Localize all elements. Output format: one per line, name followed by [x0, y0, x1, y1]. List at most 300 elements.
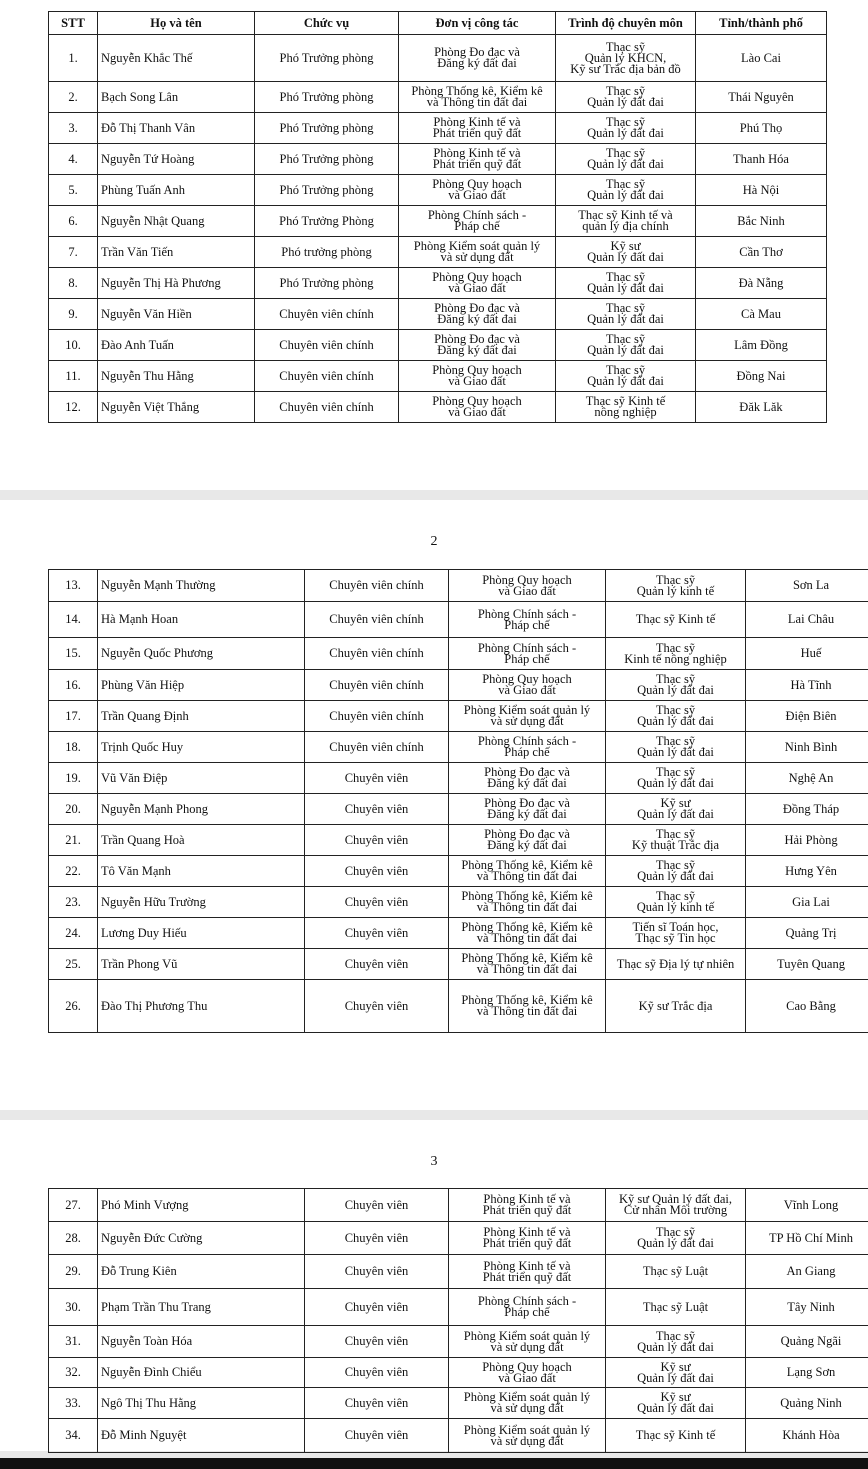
cell-position: Chuyên viên — [305, 794, 449, 825]
table-row — [49, 763, 868, 794]
cell-province: Ninh Bình — [746, 732, 868, 763]
cell-qualification-line: Quản lý đất đai — [637, 1401, 714, 1415]
table-row — [49, 35, 827, 82]
cell-stt: 18. — [49, 732, 98, 763]
cell-work-unit — [399, 144, 556, 175]
cell-full-name: Nguyễn Thu Hằng — [98, 361, 255, 392]
cell-province: Quảng Ngãi — [746, 1326, 868, 1358]
cell-work-unit-line: Phòng Đo đạc và — [434, 332, 520, 346]
cell-stt: 27. — [49, 1189, 98, 1222]
cell-qualification-line: Thạc sỹ — [605, 332, 646, 346]
cell-province: Tuyên Quang — [746, 949, 868, 980]
cell-qualification-line: Quản lý đất đai — [587, 374, 664, 388]
cell-full-name: Bạch Song Lân — [98, 82, 255, 113]
cell-qualification-line: Thạc sỹ — [655, 640, 696, 655]
cell-qualification — [556, 82, 696, 113]
cell-qualification — [606, 1358, 746, 1388]
cell-stt: 22. — [49, 856, 98, 887]
cell-full-name: Nguyễn Nhật Quang — [98, 206, 255, 237]
cell-work-unit — [449, 1222, 606, 1255]
cell-work-unit-line: và Giao đất — [498, 683, 556, 697]
table-row — [49, 918, 868, 949]
cell-province: An Giang — [746, 1255, 868, 1289]
cell-qualification — [606, 763, 746, 794]
table-row — [49, 1289, 868, 1326]
cell-qualification-line: Thạc sỹ — [655, 572, 696, 587]
cell-work-unit-line: và Thông tin đất đai — [476, 900, 578, 914]
table-row — [49, 825, 868, 856]
cell-province: Cà Mau — [696, 299, 827, 330]
cell-full-name: Nguyễn Thị Hà Phương — [98, 268, 255, 299]
cell-qualification-line: Kỹ sư Quản lý đất đai, — [618, 1192, 732, 1206]
cell-work-unit-line: Phát triển quỹ đất — [482, 1203, 572, 1217]
cell-work-unit-line: Phòng Kinh tế và — [433, 115, 521, 129]
cell-stt: 17. — [49, 701, 98, 732]
cell-qualification-line: Kinh tế nông nghiệp — [624, 651, 727, 666]
cell-qualification-line: Quản lý kinh tế — [636, 900, 715, 914]
cell-position: Chuyên viên — [305, 856, 449, 887]
cell-full-name: Tô Văn Mạnh — [98, 856, 305, 887]
cell-work-unit-line: và Giao đất — [448, 374, 506, 388]
cell-position: Phó Trưởng phòng — [255, 268, 399, 299]
cell-qualification-line: Quản lý kinh tế — [636, 583, 715, 598]
cell-position: Chuyên viên — [305, 1255, 449, 1289]
header-work-unit: Đơn vị công tác — [399, 12, 556, 35]
cell-stt: 11. — [49, 361, 98, 392]
cell-qualification — [606, 1388, 746, 1419]
cell-qualification-line: Thạc sỹ — [605, 177, 646, 191]
cell-position: Phó Trưởng phòng — [255, 113, 399, 144]
cell-full-name: Đào Thị Phương Thu — [98, 980, 305, 1033]
cell-work-unit-line: và sử dụng đất — [490, 1339, 564, 1354]
cell-qualification — [606, 980, 746, 1033]
cell-work-unit-line: và sử dụng đất — [490, 1401, 564, 1415]
cell-qualification-line: Quản lý đất đai — [637, 869, 714, 883]
cell-full-name: Ngô Thị Thu Hằng — [98, 1388, 305, 1419]
cell-qualification — [606, 638, 746, 670]
cell-position: Chuyên viên chính — [305, 638, 449, 670]
cell-work-unit-line: và Giao đất — [498, 1370, 556, 1385]
cell-work-unit-line: Phát triển quỹ đất — [482, 1269, 572, 1284]
cell-qualification-line: Thạc sỹ — [605, 270, 646, 284]
cell-qualification-line: Quản lý đất đai — [637, 1370, 714, 1385]
cell-qualification-line: Kỹ sư Trắc địa — [638, 998, 713, 1013]
cell-work-unit — [399, 206, 556, 237]
cell-work-unit — [449, 670, 606, 701]
cell-full-name: Trịnh Quốc Huy — [98, 732, 305, 763]
cell-qualification — [556, 361, 696, 392]
cell-work-unit-line: và sử dụng đất — [490, 714, 564, 728]
cell-position: Phó Trưởng phòng — [255, 175, 399, 206]
cell-work-unit-line: và Giao đất — [498, 583, 556, 598]
cell-stt: 13. — [49, 570, 98, 602]
table-row — [49, 361, 827, 392]
cell-position: Chuyên viên — [305, 1189, 449, 1222]
header-qualification: Trình độ chuyên môn — [556, 12, 696, 35]
cell-province: Thái Nguyên — [696, 82, 827, 113]
table-row — [49, 1358, 868, 1388]
page-number: 2 — [430, 534, 438, 549]
cell-qualification-line: Thạc sỹ — [655, 1225, 696, 1239]
cell-work-unit — [449, 570, 606, 602]
cell-full-name: Phạm Trần Thu Trang — [98, 1289, 305, 1326]
cell-full-name: Nguyễn Khắc Thế — [98, 35, 255, 82]
table-row — [49, 330, 827, 361]
cell-province: Cần Thơ — [696, 237, 827, 268]
cell-province: Hưng Yên — [746, 856, 868, 887]
cell-qualification — [606, 949, 746, 980]
cell-position: Chuyên viên — [305, 949, 449, 980]
cell-qualification-line: Thạc sỹ Kinh tế và — [578, 208, 673, 222]
cell-work-unit-line: và Giao đất — [448, 405, 506, 419]
cell-qualification — [606, 701, 746, 732]
cell-full-name: Đỗ Minh Nguyệt — [98, 1419, 305, 1453]
cell-work-unit-line: Phòng Kinh tế và — [483, 1192, 571, 1206]
cell-qualification-line: Quản lý đất đai — [587, 281, 664, 295]
cell-qualification-line: Quản lý đất đai — [637, 683, 714, 697]
cell-work-unit-line: Phòng Kiểm soát quản lý — [413, 239, 541, 253]
cell-stt: 1. — [49, 35, 98, 82]
cell-position: Chuyên viên — [305, 1388, 449, 1419]
cell-qualification-line: Kỹ sư — [660, 1359, 691, 1374]
cell-qualification — [606, 670, 746, 701]
cell-full-name: Đỗ Trung Kiên — [98, 1255, 305, 1289]
cell-province: Thanh Hóa — [696, 144, 827, 175]
cell-qualification-line: Thạc sỹ Kinh tế — [635, 612, 716, 626]
cell-qualification-line: Quản lý đất đai — [637, 1236, 714, 1250]
cell-full-name: Hà Mạnh Hoan — [98, 602, 305, 638]
cell-qualification — [606, 570, 746, 602]
cell-full-name: Nguyễn Việt Thắng — [98, 392, 255, 423]
cell-province: Đăk Lăk — [696, 392, 827, 423]
cell-work-unit — [449, 794, 606, 825]
cell-province: TP Hồ Chí Minh — [746, 1222, 868, 1255]
cell-position: Phó Trưởng Phòng — [255, 206, 399, 237]
cell-qualification — [556, 35, 696, 82]
cell-position: Chuyên viên chính — [305, 570, 449, 602]
cell-work-unit — [449, 1326, 606, 1358]
cell-work-unit-line: Phòng Chính sách - — [427, 208, 527, 222]
cell-work-unit-line: Phòng Kiểm soát quản lý — [463, 1328, 591, 1343]
cell-work-unit-line: Phòng Chính sách - — [477, 734, 577, 748]
cell-province: Hải Phòng — [746, 825, 868, 856]
cell-province: Quảng Trị — [746, 918, 868, 949]
cell-work-unit — [399, 392, 556, 423]
page-number: 3 — [430, 1154, 438, 1169]
table-row — [49, 670, 868, 701]
personnel-table-1 — [48, 11, 827, 423]
cell-province: Điện Biên — [746, 701, 868, 732]
cell-qualification — [606, 825, 746, 856]
cell-work-unit-line: và Thông tin đất đai — [476, 869, 578, 883]
cell-work-unit — [449, 602, 606, 638]
cell-qualification — [606, 602, 746, 638]
cell-work-unit — [449, 1388, 606, 1419]
cell-work-unit-line: Phòng Kiểm soát quản lý — [463, 703, 591, 717]
cell-full-name: Nguyễn Đình Chiểu — [98, 1358, 305, 1388]
cell-work-unit — [399, 82, 556, 113]
cell-position: Phó Trưởng phòng — [255, 35, 399, 82]
cell-stt: 5. — [49, 175, 98, 206]
cell-qualification-line: quản lý địa chính — [582, 219, 669, 233]
header-position: Chức vụ — [255, 12, 399, 35]
cell-position: Chuyên viên — [305, 918, 449, 949]
cell-position: Chuyên viên — [305, 1358, 449, 1388]
cell-stt: 16. — [49, 670, 98, 701]
cell-full-name: Trần Quang Định — [98, 701, 305, 732]
cell-work-unit — [449, 732, 606, 763]
cell-work-unit-line: Phòng Kinh tế và — [433, 146, 521, 160]
cell-qualification-line: Thạc sỹ Luật — [642, 1264, 709, 1278]
cell-qualification-line: Kỹ sư — [610, 239, 641, 253]
cell-work-unit-line: Phòng Thống kê, Kiểm kê — [411, 84, 543, 98]
table-row — [49, 570, 868, 602]
cell-work-unit-line: Phòng Chính sách - — [477, 640, 577, 655]
cell-work-unit-line: Phòng Đo đạc và — [484, 827, 570, 841]
cell-stt: 7. — [49, 237, 98, 268]
cell-stt: 19. — [49, 763, 98, 794]
cell-work-unit — [399, 299, 556, 330]
cell-stt: 23. — [49, 887, 98, 918]
personnel-table-3 — [48, 1188, 868, 1453]
cell-work-unit-line: Đăng ký đất đai — [487, 807, 567, 821]
cell-work-unit — [399, 35, 556, 82]
cell-qualification-line: Quản lý đất đai — [637, 776, 714, 790]
cell-qualification-line: Thạc sỹ — [655, 1328, 696, 1343]
cell-qualification — [606, 856, 746, 887]
cell-full-name: Nguyễn Hữu Trường — [98, 887, 305, 918]
cell-stt: 33. — [49, 1388, 98, 1419]
cell-qualification — [556, 392, 696, 423]
table-row — [49, 638, 868, 670]
table-row — [49, 1388, 868, 1419]
header-stt: STT — [49, 12, 98, 35]
cell-full-name: Nguyễn Tứ Hoàng — [98, 144, 255, 175]
cell-qualification — [606, 1289, 746, 1326]
cell-province: Hà Tĩnh — [746, 670, 868, 701]
cell-full-name: Phùng Tuấn Anh — [98, 175, 255, 206]
cell-work-unit-line: và sử dụng đất — [490, 1433, 564, 1448]
cell-full-name: Đỗ Thị Thanh Vân — [98, 113, 255, 144]
table-row — [49, 602, 868, 638]
cell-stt: 29. — [49, 1255, 98, 1289]
cell-province: Quảng Ninh — [746, 1388, 868, 1419]
cell-qualification — [556, 113, 696, 144]
cell-province: Lào Cai — [696, 35, 827, 82]
cell-position: Chuyên viên — [305, 1419, 449, 1453]
cell-position: Chuyên viên chính — [255, 392, 399, 423]
cell-work-unit-line: Phòng Kinh tế và — [483, 1258, 571, 1273]
cell-position: Chuyên viên chính — [305, 670, 449, 701]
cell-province: Khánh Hòa — [746, 1419, 868, 1453]
cell-qualification-line: Quản lý KHCN, — [584, 50, 667, 65]
cell-full-name: Nguyễn Mạnh Phong — [98, 794, 305, 825]
cell-work-unit-line: Phòng Kiểm soát quản lý — [463, 1390, 591, 1404]
cell-work-unit-line: Phòng Kiểm soát quản lý — [463, 1422, 591, 1437]
table-row — [49, 1419, 868, 1453]
cell-qualification — [556, 330, 696, 361]
cell-qualification-line: Quản lý đất đai — [587, 126, 664, 140]
table-row — [49, 732, 868, 763]
cell-province: Đồng Nai — [696, 361, 827, 392]
cell-position: Chuyên viên — [305, 763, 449, 794]
cell-full-name: Nguyễn Toàn Hóa — [98, 1326, 305, 1358]
cell-province: Nghệ An — [746, 763, 868, 794]
cell-qualification-line: Kỹ thuật Trắc địa — [631, 838, 720, 852]
cell-qualification-line: Thạc sỹ Tin học — [635, 931, 716, 945]
cell-work-unit-line: và Thông tin đất đai — [476, 1004, 578, 1018]
cell-work-unit — [449, 825, 606, 856]
cell-work-unit-line: Phòng Đo đạc và — [434, 301, 520, 315]
cell-stt: 12. — [49, 392, 98, 423]
cell-work-unit-line: và sử dụng đất — [440, 250, 514, 264]
cell-work-unit — [399, 330, 556, 361]
cell-qualification-line: Quản lý đất đai — [587, 250, 664, 264]
cell-qualification — [606, 1255, 746, 1289]
cell-work-unit — [399, 268, 556, 299]
cell-qualification-line: Thạc sỹ — [655, 765, 696, 779]
cell-work-unit-line: và Thông tin đất đai — [426, 95, 528, 109]
page-sheet-2 — [0, 500, 868, 1110]
cell-qualification — [556, 268, 696, 299]
cell-province: Đà Nẵng — [696, 268, 827, 299]
cell-qualification — [556, 237, 696, 268]
table-row — [49, 887, 868, 918]
cell-stt: 30. — [49, 1289, 98, 1326]
cell-stt: 20. — [49, 794, 98, 825]
cell-stt: 15. — [49, 638, 98, 670]
cell-qualification-line: Quản lý đất đai — [637, 745, 714, 759]
cell-work-unit — [399, 113, 556, 144]
cell-stt: 10. — [49, 330, 98, 361]
cell-full-name: Đào Anh Tuấn — [98, 330, 255, 361]
cell-province: Cao Bằng — [746, 980, 868, 1033]
cell-work-unit-line: Đăng ký đất đai — [437, 56, 517, 70]
cell-qualification — [556, 299, 696, 330]
cell-qualification-line: Thạc sỹ — [655, 734, 696, 748]
cell-work-unit-line: Phòng Đo đạc và — [434, 45, 520, 59]
cell-full-name: Trần Phong Vũ — [98, 949, 305, 980]
cell-work-unit — [449, 1419, 606, 1453]
cell-position: Chuyên viên chính — [255, 299, 399, 330]
cell-work-unit-line: Đăng ký đất đai — [437, 343, 517, 357]
cell-work-unit-line: Đăng ký đất đai — [487, 838, 567, 852]
cell-qualification — [606, 918, 746, 949]
cell-qualification — [556, 175, 696, 206]
cell-work-unit — [449, 887, 606, 918]
cell-full-name: Nguyễn Quốc Phương — [98, 638, 305, 670]
cell-position: Phó Trưởng phòng — [255, 144, 399, 175]
cell-work-unit — [449, 856, 606, 887]
cell-qualification-line: Thạc sỹ Luật — [642, 1299, 709, 1314]
cell-work-unit-line: Phòng Quy hoạch — [482, 672, 572, 686]
cell-province: Đồng Tháp — [746, 794, 868, 825]
cell-qualification-line: Quản lý đất đai — [637, 1339, 714, 1354]
cell-qualification-line: Kỹ sư — [660, 1390, 691, 1404]
cell-qualification — [606, 1222, 746, 1255]
cell-stt: 32. — [49, 1358, 98, 1388]
cell-work-unit-line: Phòng Thống kê, Kiểm kê — [461, 920, 593, 934]
table-row — [49, 392, 827, 423]
cell-work-unit-line: Phòng Chính sách - — [477, 1294, 577, 1308]
cell-qualification-line: Quản lý đất đai — [637, 807, 714, 821]
cell-qualification — [606, 1419, 746, 1453]
table-row — [49, 1189, 868, 1222]
cell-full-name: Phùng Văn Hiệp — [98, 670, 305, 701]
cell-qualification-line: Thạc sỹ — [605, 39, 646, 54]
cell-work-unit-line: Pháp chế — [504, 651, 550, 666]
cell-province: Phú Thọ — [696, 113, 827, 144]
table-row — [49, 856, 868, 887]
cell-qualification-line: Quản lý đất đai — [587, 343, 664, 357]
cell-province: Hà Nội — [696, 175, 827, 206]
cell-qualification-line: Thạc sỹ — [655, 858, 696, 872]
table-row — [49, 175, 827, 206]
cell-position: Chuyên viên chính — [305, 732, 449, 763]
cell-stt: 31. — [49, 1326, 98, 1358]
cell-stt: 34. — [49, 1419, 98, 1453]
cell-work-unit-line: Phòng Quy hoạch — [432, 394, 522, 408]
cell-province: Lai Châu — [746, 602, 868, 638]
cell-stt: 24. — [49, 918, 98, 949]
table-row — [49, 1222, 868, 1255]
cell-qualification-line: Quản lý đất đai — [587, 188, 664, 202]
cell-work-unit-line: Phòng Quy hoạch — [482, 1359, 572, 1374]
cell-work-unit — [449, 638, 606, 670]
cell-stt: 28. — [49, 1222, 98, 1255]
cell-stt: 4. — [49, 144, 98, 175]
cell-qualification — [606, 794, 746, 825]
cell-qualification-line: Quản lý đất đai — [587, 157, 664, 171]
cell-work-unit-line: Phòng Thống kê, Kiểm kê — [461, 951, 593, 965]
cell-qualification — [556, 144, 696, 175]
cell-stt: 9. — [49, 299, 98, 330]
cell-work-unit-line: Phòng Thống kê, Kiểm kê — [461, 889, 593, 903]
cell-qualification-line: Thạc sỹ — [655, 672, 696, 686]
cell-work-unit — [449, 1289, 606, 1326]
personnel-table-2 — [48, 569, 868, 1033]
cell-qualification-line: Quản lý đất đai — [637, 714, 714, 728]
table-row — [49, 794, 868, 825]
cell-work-unit — [449, 949, 606, 980]
cell-stt: 26. — [49, 980, 98, 1033]
cell-work-unit — [449, 701, 606, 732]
cell-qualification-line: Tiến sĩ Toán học, — [632, 920, 719, 934]
cell-work-unit-line: và Thông tin đất đai — [476, 962, 578, 976]
cell-work-unit-line: Pháp chế — [504, 1305, 550, 1319]
cell-work-unit-line: Phòng Đo đạc và — [484, 796, 570, 810]
cell-work-unit-line: Pháp chế — [504, 745, 550, 759]
cell-full-name: Lương Duy Hiếu — [98, 918, 305, 949]
cell-work-unit-line: Phòng Quy hoạch — [432, 363, 522, 377]
cell-position: Chuyên viên — [305, 887, 449, 918]
table-row — [49, 206, 827, 237]
cell-work-unit-line: và Giao đất — [448, 188, 506, 202]
cell-qualification-line: Thạc sỹ Kinh tế — [635, 1428, 716, 1442]
cell-full-name: Nguyễn Văn Hiền — [98, 299, 255, 330]
cell-position: Chuyên viên chính — [305, 602, 449, 638]
cell-qualification — [556, 206, 696, 237]
cell-work-unit — [449, 1358, 606, 1388]
cell-province: Lạng Sơn — [746, 1358, 868, 1388]
cell-work-unit-line: Pháp chế — [504, 617, 550, 632]
cell-stt: 6. — [49, 206, 98, 237]
cell-work-unit-line: Phòng Chính sách - — [477, 606, 577, 621]
cell-work-unit-line: Đăng ký đất đai — [437, 312, 517, 326]
cell-province: Vĩnh Long — [746, 1189, 868, 1222]
cell-province: Lâm Đồng — [696, 330, 827, 361]
cell-work-unit — [449, 763, 606, 794]
